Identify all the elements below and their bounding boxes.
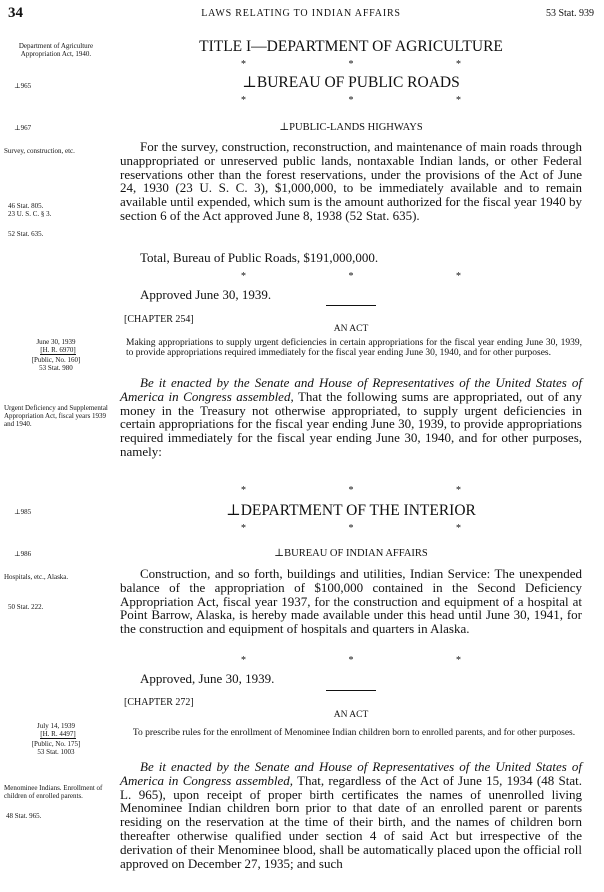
margin-chapter272-public: [Public, No. 175]: [31, 740, 81, 748]
title-department-of-agriculture: TITLE I—DEPARTMENT OF AGRICULTURE: [199, 38, 503, 55]
margin-citation: 46 Stat. 805.: [8, 202, 44, 210]
ellipsis-stars: * * *: [241, 271, 461, 282]
margin-citation: 50 Stat. 222.: [8, 603, 44, 611]
total-bureau-public-roads: Total, Bureau of Public Roads, $191,000,000.: [140, 250, 379, 265]
section-rule: [326, 690, 376, 691]
page-number: 34: [8, 5, 23, 21]
margin-note-urgent: Urgent Deficiency and Supplemental Appropriation Act, fiscal years 1939 and 1940.: [4, 404, 108, 428]
margin-chapter272-date: July 14, 1939: [37, 722, 75, 730]
enacting-clause: Be it enacted by the Senate and House of Representatives of the United States of America in Congress assembled,: [120, 375, 582, 404]
approval-date: Approved June 30, 1939.: [140, 287, 272, 302]
margin-ref-967: ⊥967: [14, 124, 32, 132]
running-title: LAWS RELATING TO INDIAN AFFAIRS: [201, 8, 401, 19]
margin-chapter254-bill: [8, 346, 108, 354]
margin-ref-985: ⊥985: [14, 508, 32, 516]
running-header: [8, 5, 594, 23]
heading-department-of-interior: ⊥DEPARTMENT OF THE INTERIOR: [226, 502, 476, 519]
margin-note-hospitals: Hospitals, etc., Alaska.: [4, 573, 69, 581]
margin-note-menominee: Menominee Indians. Enrollment of children of enrolled parents.: [4, 784, 103, 800]
chapter-254-label: [CHAPTER 254]: [124, 314, 194, 325]
enacting-clause: Be it enacted by the Senate and House of Representatives of the United States of America in Congress assembled,: [120, 759, 582, 788]
ellipsis-stars: * * *: [241, 485, 461, 496]
act-272-description: To prescribe rules for the enrollment of Menominee Indian children born to enrolled parents, and for other purposes.: [132, 728, 576, 738]
margin-ref-986: ⊥986: [14, 550, 32, 558]
heading-bureau-public-roads: ⊥BUREAU OF PUBLIC ROADS: [242, 74, 460, 91]
bill-number: [H. R. 6970]: [40, 346, 76, 354]
chapter-272-label: [CHAPTER 272]: [124, 697, 194, 708]
heading-bureau-indian-affairs: ⊥BUREAU OF INDIAN AFFAIRS: [274, 548, 428, 559]
paragraph-public-lands-highways: For the survey, construction, reconstruction, and maintenance of main roads through unappropriated or unreserved public lands, nontaxable Indian lands, or other Federal reservations other than the forest reservations, under the provisions of the Act of June 24, 1930 (23 U. S. C. 3), $1,000,000, to be immediately available and to remain available until expended, which sum is the amount authorized for the fiscal year 1940 by section 6 of the Act approved June 8, 1938 (52 Stat. 635).: [120, 139, 582, 223]
enactment-text: That, regardless of the Act of June 15, 1934 (48 Stat. L. 965), upon receipt of proper birth certificates the names of unenrolled living Menominee Indian children born prior to that date of an enrolled parent or parents residing on the reservation at the time of their birth, and the names of children born thereafter otherwise qualified under section 4 of said Act but irrespective of the derivation of their Menominee blood, shall be automatically placed upon the official roll approved on December 27, 1935; and such: [120, 772, 583, 871]
margin-citation: 23 U. S. C. § 3.: [8, 210, 52, 218]
act-254-description: Making appropriations to supply urgent deficiencies in certain appropriations for the fiscal year ending June 30, 1939, to provide appropriations required immediately for the fiscal year ending June 30, 1940, and for other purposes.: [126, 338, 582, 358]
ellipsis-stars: * * *: [241, 59, 461, 70]
bill-number: [H. R. 4497]: [40, 730, 76, 738]
enactment-paragraph-254: [120, 376, 582, 459]
approval-date: Approved, June 30, 1939.: [140, 671, 275, 686]
margin-chapter272-bill: [8, 730, 108, 738]
ellipsis-stars: * * *: [241, 95, 461, 106]
margin-note-dept-agri: Department of Agriculture Appropriation Act, 1940.: [18, 42, 94, 58]
paragraph-indian-service: Construction, and so forth, buildings and utilities, Indian Service: The unexpended balance of the appropriation of $100,000 contained in the Second Deficiency Appropriation Act, fiscal year 1937, for the construction and equipment of a hospital at Point Barrow, Alaska, is hereby made available under this head until June 30, 1941, for the construction and equipment of hospitals and quarters in Alaska.: [120, 566, 582, 637]
margin-chapter254-public: [Public, No. 160]: [31, 356, 81, 364]
stat-reference: 53 Stat. 939: [545, 8, 594, 19]
an-act-label: AN ACT: [333, 710, 369, 720]
margin-note-survey: Survey, construction, etc.: [4, 147, 75, 155]
margin-chapter254-date: June 30, 1939: [36, 338, 76, 346]
heading-public-lands-highways: ⊥PUBLIC-LANDS HIGHWAYS: [279, 122, 423, 133]
margin-chapter254-stat: 53 Stat. 980: [39, 364, 73, 372]
margin-chapter272-stat: 53 Stat. 1003: [37, 748, 75, 756]
enactment-text: That the following sums are appropriated, out of any money in the Treasury not otherwise appropriated, to supply urgent deficiencies in certain appropriations for the fiscal year ending June 30, 1939, to provide appropriations required immediately for the fiscal year ending June 30, 1940, and for other purposes, namely:: [120, 388, 583, 459]
section-rule: [326, 305, 376, 306]
an-act-label: AN ACT: [333, 324, 369, 334]
ellipsis-stars: * * *: [241, 523, 461, 534]
margin-citation: 48 Stat. 965.: [6, 812, 42, 820]
ellipsis-stars: * * *: [241, 655, 461, 666]
enactment-paragraph-272: [120, 760, 582, 870]
margin-citation: 52 Stat. 635.: [8, 230, 44, 238]
margin-ref-965: ⊥965: [14, 82, 32, 90]
